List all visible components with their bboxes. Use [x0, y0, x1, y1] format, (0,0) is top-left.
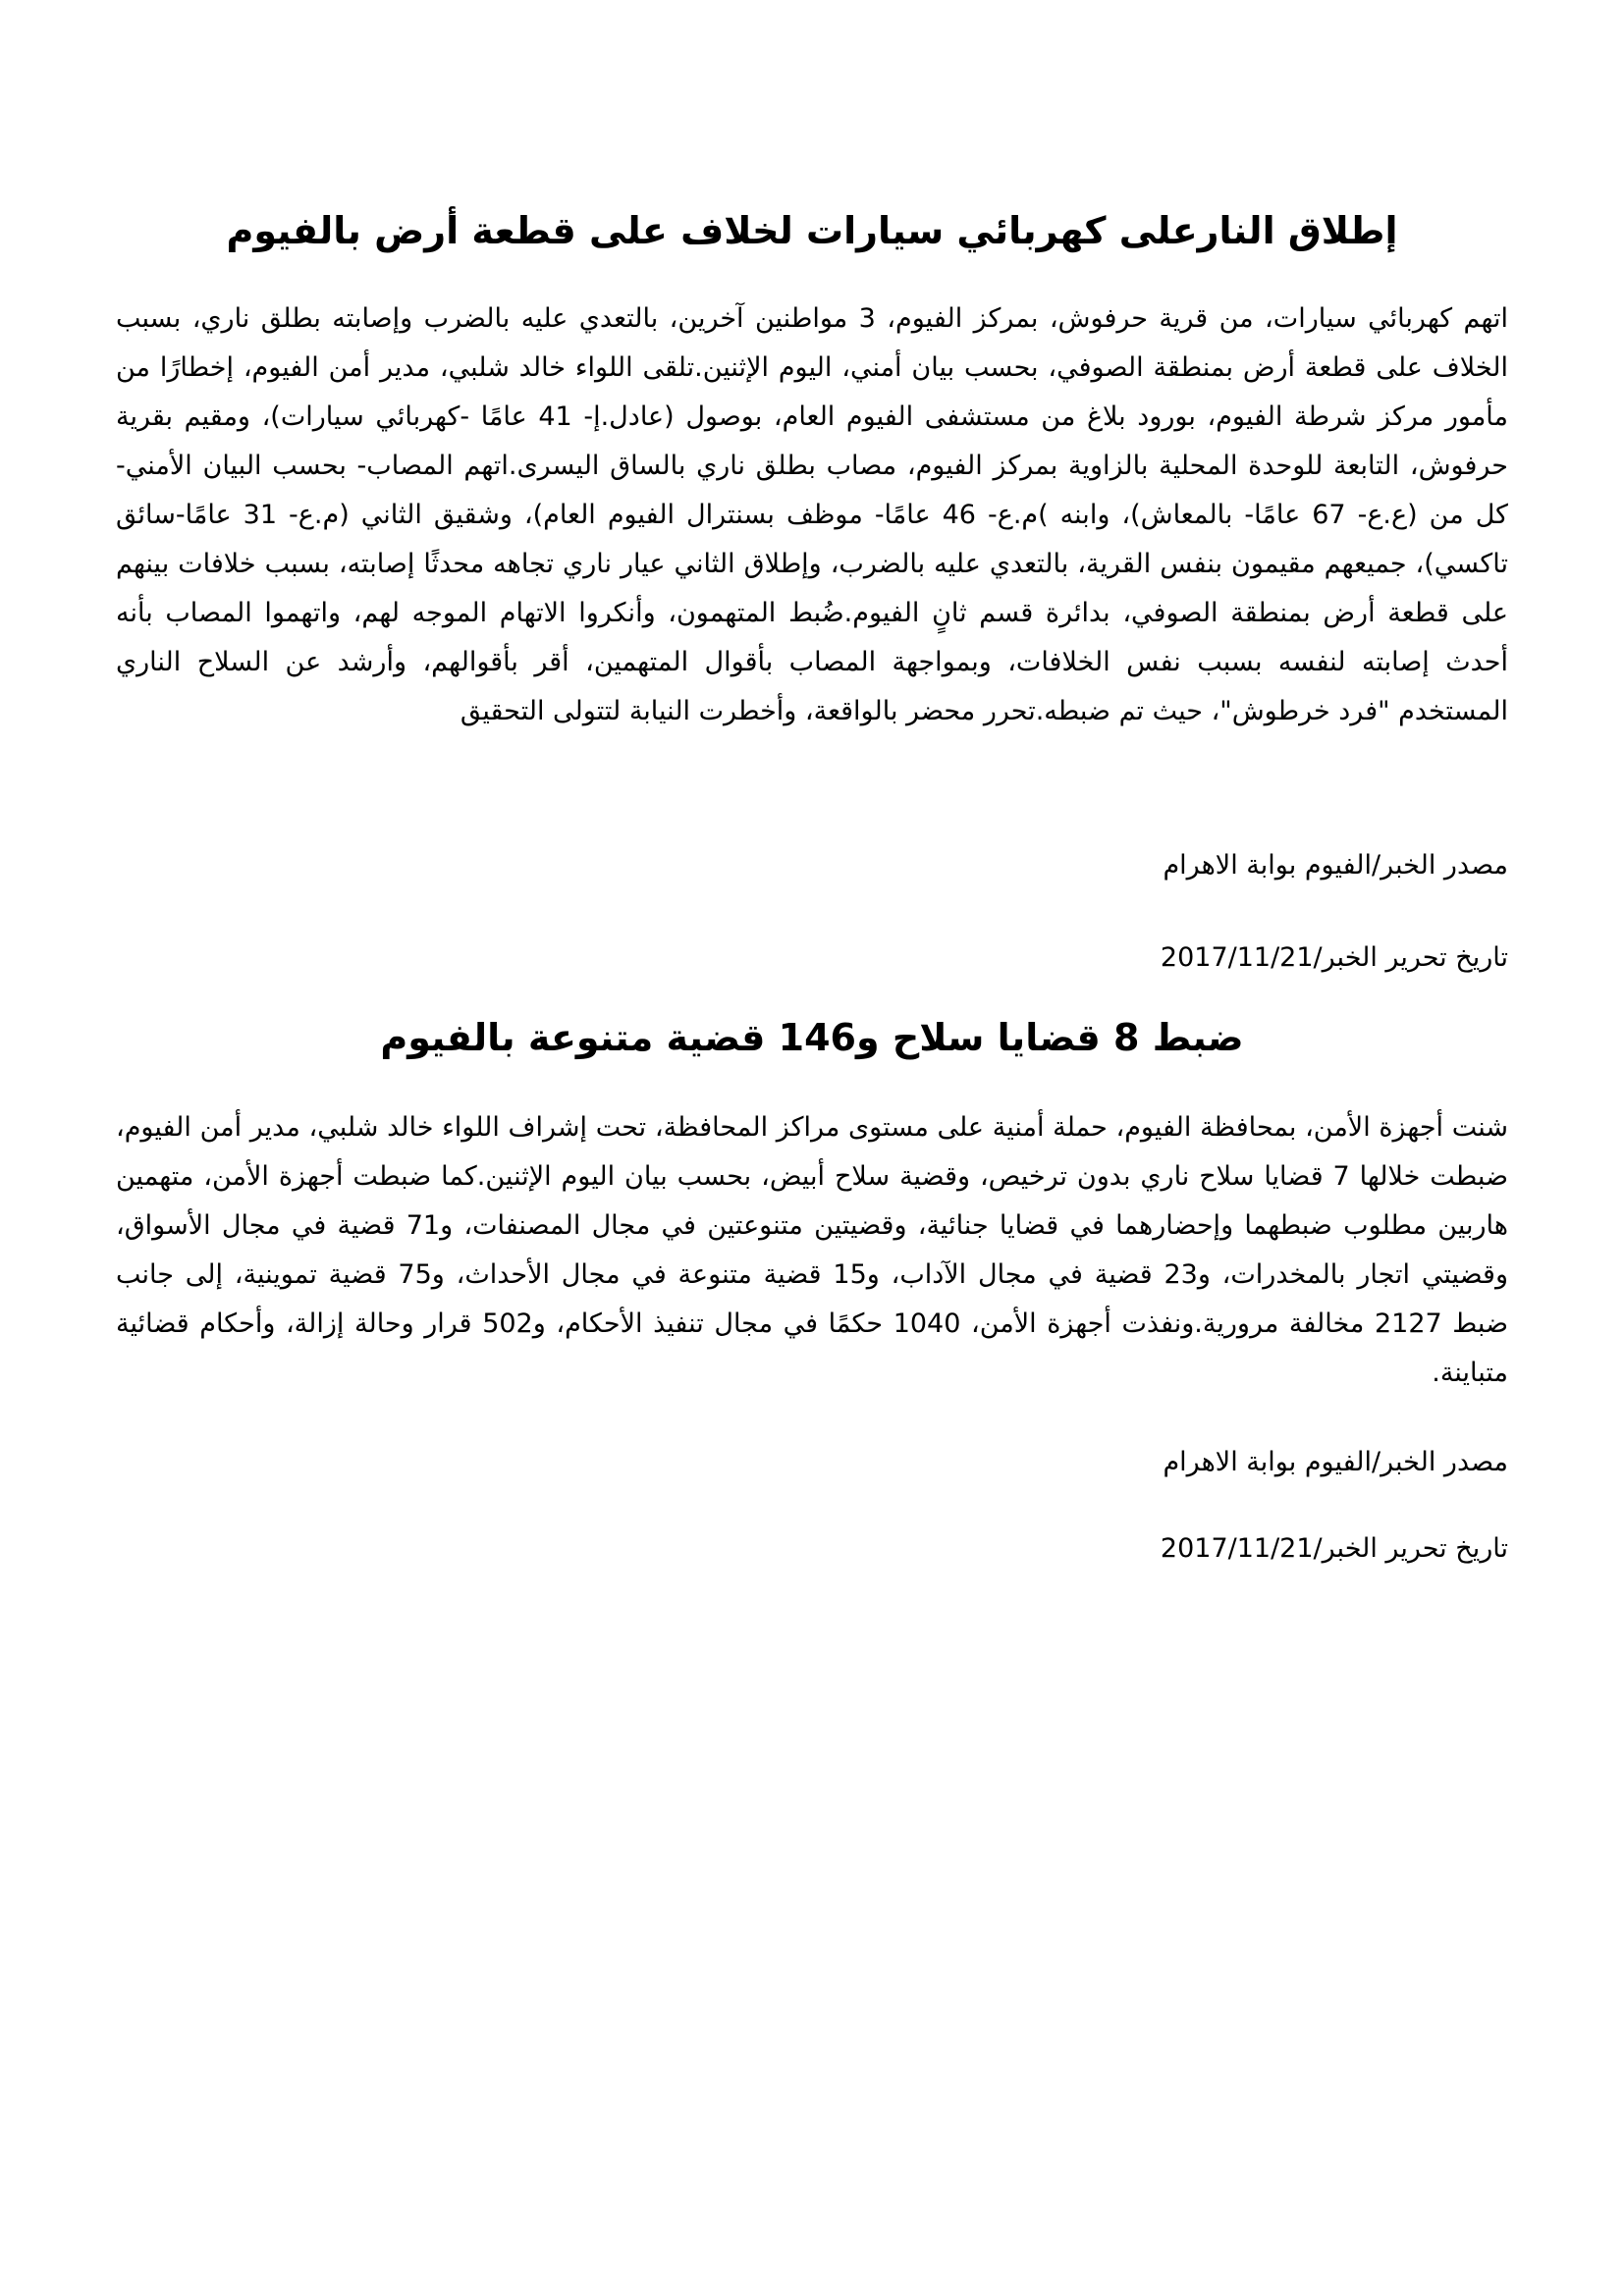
article-date-label: تاريخ تحرير الخبر/ — [1313, 942, 1508, 973]
article-date-value: 2017/11/21 — [1160, 1533, 1314, 1564]
article-date-value: 2017/11/21 — [1160, 942, 1314, 973]
news-article — [116, 1013, 1508, 1582]
article-headline: ضبط 8 قضايا سلاح و146 قضية متنوعة بالفيوم — [380, 1016, 1244, 1059]
article-date — [1161, 938, 1508, 978]
article-date — [1161, 1529, 1508, 1569]
article-body: شنت أجهزة الأمن، بمحافظة الفيوم، حملة أمنية على مستوى مراكز المحافظة، تحت إشراف اللواء خالد شلبي، مدير أمن الفيوم، ضبطت خلالها 7 قضايا سلاح ناري بدون ترخيص، وقضية سلاح أبيض، بحسب بيان اليوم الإثنين.كما ضبطت أجهزة الأمن، متهمين هاربين مطلوب ضبطهما وإحضارهما في قضايا جنائية، وقضيتين متنوعتين في مجال المصنفات، و71 قضية في مجال الأسواق، وقضيتي اتجار بالمخدرات، و23 قضية في مجال الآداب، و15 قضية متنوعة في مجال الأحداث، و75 قضية تموينية، إلى جانب ضبط 2127 مخالفة مرورية.ونفذت أجهزة الأمن، 1040 حكمًا في مجال تنفيذ الأحكام، و502 قرار وحالة إزالة، وأحكام قضائية متباينة. — [116, 1112, 1508, 1388]
news-article — [116, 206, 1508, 982]
article-date-label: تاريخ تحرير الخبر/ — [1313, 1533, 1508, 1564]
article-body: اتهم كهربائي سيارات، من قرية حرفوش، بمركز الفيوم، 3 مواطنين آخرين، بالتعدي عليه بالضرب وإصابته بطلق ناري، بسبب الخلاف على قطعة أرض بمنطقة الصوفي، بحسب بيان أمني، اليوم الإثنين.تلقى اللواء خالد شلبي، مدير أمن الفيوم، إخطارًا من مأمور مركز شرطة الفيوم، بورود بلاغ من مستشفى الفيوم العام، بوصول (عادل.إ- 41 عامًا -كهربائي سيارات)، ومقيم بقرية حرفوش، التابعة للوحدة المحلية بالزاوية بمركز الفيوم، مصاب بطلق ناري بالساق اليسرى.اتهم المصاب- بحسب البيان الأمني- كل من (ع.ع- 67 عامًا- بالمعاش)، وابنه )م.ع- 46 عامًا- موظف بسنترال الفيوم العام)، وشقيق الثاني (م.ع- 31 عامًا-سائق تاكسي)، جميعهم مقيمون بنفس القرية، بالتعدي عليه بالضرب، وإطلاق الثاني عيار ناري تجاهه محدثًا إصابته، بسبب خلافات بينهم على قطعة أرض بمنطقة الصوفي، بدائرة قسم ثانٍ الفيوم.ضُبط المتهمون، وأنكروا الاتهام الموجه لهم، واتهموا المصاب بأنه أحدث إصابته لنفسه بسبب نفس الخلافات، وبمواجهة المصاب بأقوال المتهمين، أقر بأقوالهم، وأرشد عن السلاح الناري المستخدم "فرد خرطوش"، حيث تم ضبطه.تحرر محضر بالواقعة، وأخطرت النيابة لتتولى التحقيق — [116, 303, 1508, 726]
article-headline: إطلاق النارعلى كهربائي سيارات لخلاف على قطعة أرض بالفيوم — [226, 209, 1398, 252]
article-source: مصدر الخبر/الفيوم بوابة الاهرام — [1163, 850, 1508, 881]
article-source: مصدر الخبر/الفيوم بوابة الاهرام — [1163, 1447, 1508, 1477]
